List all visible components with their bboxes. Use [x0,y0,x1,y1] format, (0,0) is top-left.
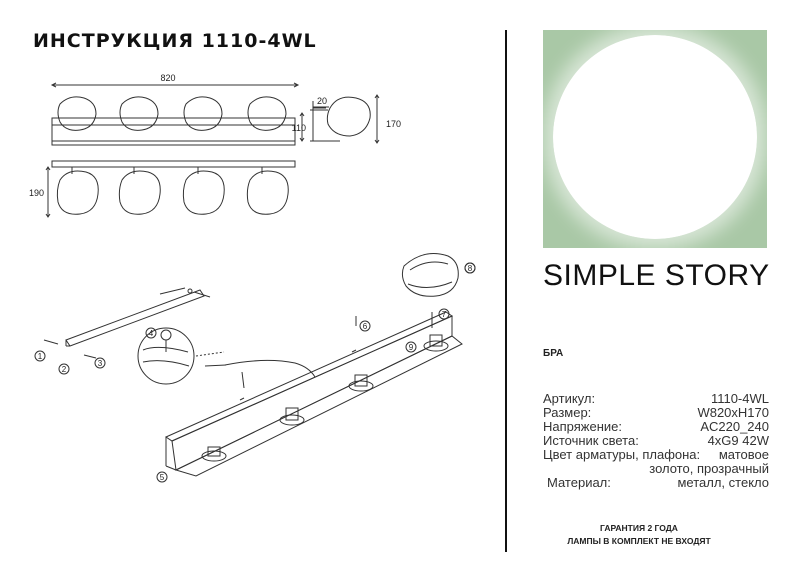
callout-1: 1 [37,352,43,361]
brand-word-story: STORY [664,259,770,292]
product-category: БРА [543,348,564,359]
dim-width: 820 [160,73,176,83]
screw-lower [242,372,244,388]
front-view-bar [52,118,295,125]
callout-3: 3 [97,359,103,368]
callout-5: 5 [159,473,165,482]
power-cable [225,360,315,377]
spec-label: Размер: [543,405,592,420]
product-hero-image [543,30,767,248]
lamps-not-included-note: ЛАМПЫ В КОМПЛЕКТ НЕ ВХОДЯТ [567,536,711,546]
glass-shade-part [402,254,475,297]
callout-6: 6 [362,322,368,331]
spec-label: Цвет арматуры, плафона: [543,447,701,462]
vertical-divider [505,30,507,552]
callout-9: 9 [408,343,414,352]
dim-depth: 20 [316,96,328,106]
spec-color-continuation: золото, прозрачный [649,461,769,476]
top-view [46,161,295,217]
dim-height-side: 110 [291,123,306,133]
spec-value: AC220_240 [700,419,769,434]
mounting-plate [44,288,210,358]
side-view [300,95,379,143]
dim-height-total: 170 [386,119,402,129]
spec-label: Напряжение: [543,419,622,434]
warranty-note: ГАРАНТИЯ 2 ГОДА [600,523,678,533]
brand-word-simple: SIMPLE [543,259,657,292]
brand-logo [543,259,770,293]
spec-value: металл, стекло [677,475,769,490]
spec-label: Источник света: [543,433,639,448]
callout-7: 7 [441,310,447,319]
page-title: ИНСТРУКЦИЯ 1110-4WL [33,30,317,52]
callout-4: 4 [148,329,154,338]
callout-2: 2 [61,365,67,374]
glowing-globe-shade [553,35,757,239]
spec-value: 1110-4WL [710,391,769,406]
spec-label: Артикул: [543,391,596,406]
dim-height-front: 190 [28,188,44,198]
spec-value: 4xG9 42W [707,433,769,448]
spec-value: матовое [718,447,769,462]
callout-8: 8 [467,264,473,273]
spec-value: W820xH170 [697,405,769,420]
spec-label: Материал: [547,475,611,490]
